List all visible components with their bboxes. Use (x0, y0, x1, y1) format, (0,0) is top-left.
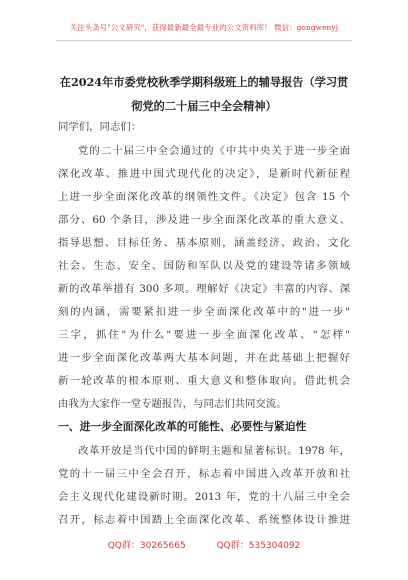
paragraph-1-line: 新的改革举措有 300 多项。理解好《决定》丰富的内容、深 (58, 283, 350, 295)
footer-qq-group-1: QQ群：30265665 (107, 541, 186, 551)
paragraph-1-line: 三字，抓住"为什么"要进一步全面深化改革、"怎样" (58, 329, 350, 341)
page-title-line-2: 彻党的二十届三中全会精神） (131, 99, 277, 113)
paragraph-1-line: 社会、生态、安全、国防和军队以及党的建设等诸多领域 (58, 260, 350, 272)
page-title-line-1: 在2024年市委党校秋季学期科级班上的辅导报告（学习贯 (59, 75, 349, 89)
footer-qq-group-2: QQ群：535304092 (216, 541, 301, 551)
paragraph-1-line: 深化改革、推进中国式现代化的决定》，是新时代新征程 (58, 168, 350, 180)
header-divider (56, 40, 352, 41)
paragraph-2-line: 会主义现代化建设新时期。2013 年，党的十八届三中全会 (58, 491, 350, 503)
paragraph-1-line: 新一轮改革的根本原则、重大意义和整体取向。借此机会 (58, 375, 350, 387)
paragraph-1-line: 上进一步全面深化改革的纲领性文件。《决定》包含 15 个 (58, 191, 350, 203)
footer-contact (0, 538, 408, 551)
paragraph-2-line: 党的十一届三中全会召开，标志着中国进入改革开放和社 (58, 468, 350, 480)
section-heading: 一、进一步全面深化改革的可能性、必要性与紧迫性 (58, 420, 307, 433)
paragraph-1-line: 刻的内涵，需要紧扣进一步全面深化改革中的"进一步" (58, 306, 350, 318)
paragraph-2-line: 召开，标志着中国踏上全面深化改革、系统整体设计推进 (58, 514, 350, 526)
paragraph-2-line: 改革开放是当代中国的鲜明主题和显著标识。1978 年， (78, 445, 350, 457)
paragraph-1-line: 指导思想、目标任务、基本原则，涵盖经济、政治、文化 (58, 237, 350, 249)
page-title (52, 70, 356, 118)
salutation: 同学们，同志们： (58, 121, 142, 133)
header-banner: 关注头条号"公文研究"，获得最新最全最专业的公文资料库！ 微信：gongwenyj (69, 23, 339, 32)
paragraph-1-line: 党的二十届三中全会通过的《中共中央关于进一步全面 (78, 145, 350, 157)
paragraph-1-line: 部分、60 个条目，涉及进一步全面深化改革的重大意义、 (58, 214, 350, 226)
paragraph-1-line: 由我为大家作一堂专题报告，与同志们共同交流。 (58, 398, 287, 410)
paragraph-1-line: 进一步全面深化改革两大基本问题，并在此基础上把握好 (58, 352, 350, 364)
